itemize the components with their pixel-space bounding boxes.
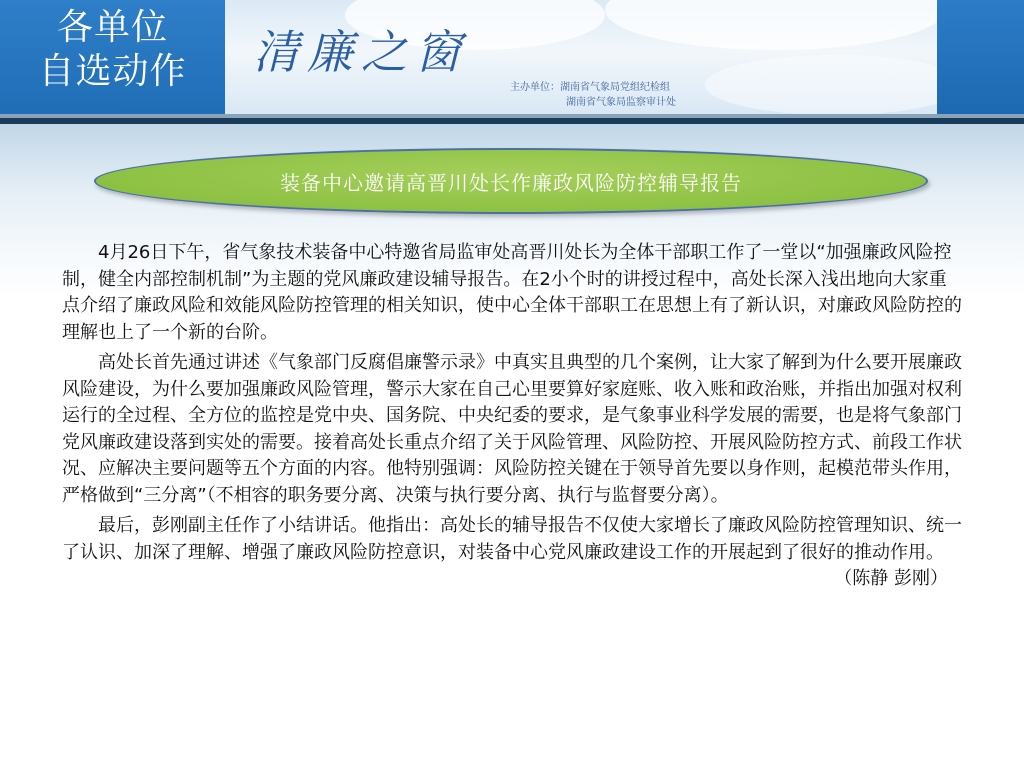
article-paragraph: 4月26日下午，省气象技术装备中心特邀省局监审处高晋川处长为全体干部职工作了一堂以“加强廉政风险控制，健全内部控制机制”为主题的党风廉政建设辅导报告。在2小个时的讲授过程中，高处长深入浅出地向大家重点介绍了廉政风险和效能风险防控管理的相关知识，使中心全体干部职工在思想上有了新认识，对廉政风险防控的理解也上了一个新的台阶。	[62, 242, 962, 343]
article-paragraph: 高处长首先通过讲述《气象部门反腐倡廉警示录》中真实且典型的几个案例，让大家了解到为什么要开展廉政风险建设，为什么要加强廉政风险管理，警示大家在自己心里要算好家庭账、收入账和政治账，并指出加强对权利运行的全过程、全方位的监控是党中央、国务院、中央纪委的要求，是气象事业科学发展的需要，也是将气象部门党风廉政建设落到实处的需要。接着高处长重点介绍了关于风险管理、风险防控、开展风险防控方式、前段工作状况、应解决主要问题等五个方面的内容。他特别强调：风险防控关键在于领导首先要以身作则，起模范带头作用，严格做到“三分离”（不相容的职务要分离、决策与执行要分离、执行与监督要分离）。	[62, 352, 962, 506]
section-title-line2: 自选动作	[38, 51, 187, 92]
banner	[225, 0, 937, 114]
headline-banner	[94, 148, 928, 214]
article-paragraph	[62, 513, 962, 589]
section-title	[0, 6, 225, 94]
section-title-panel	[0, 0, 225, 118]
sponsor-line1: 主办单位：湖南省气象局党组纪检组	[510, 82, 670, 93]
sponsor-text	[510, 80, 676, 110]
byline: （陈静 彭刚）	[834, 568, 948, 589]
header-right-block	[937, 0, 1024, 114]
section-title-line1: 各单位	[56, 7, 168, 48]
sponsor-line2: 湖南省气象局监察审计处	[566, 97, 676, 108]
cloud-decoration	[705, 55, 937, 114]
article-paragraph-text: 最后，彭刚副主任作了小结讲话。他指出：高处长的辅导报告不仅使大家增长了廉政风险防控管理知识、统一了认识、加深了理解、增强了廉政风险防控意识，对装备中心党风廉政建设工作的开展起到了很好的推动作用。	[62, 515, 962, 563]
banner-logo: 清廉之窗	[253, 25, 469, 79]
cloud-decoration	[605, 0, 937, 50]
header	[0, 0, 1024, 118]
header-rule-dark	[0, 118, 1024, 124]
article-body	[62, 240, 962, 593]
headline-text: 装备中心邀请高晋川处长作廉政风险防控辅导报告	[280, 170, 742, 195]
